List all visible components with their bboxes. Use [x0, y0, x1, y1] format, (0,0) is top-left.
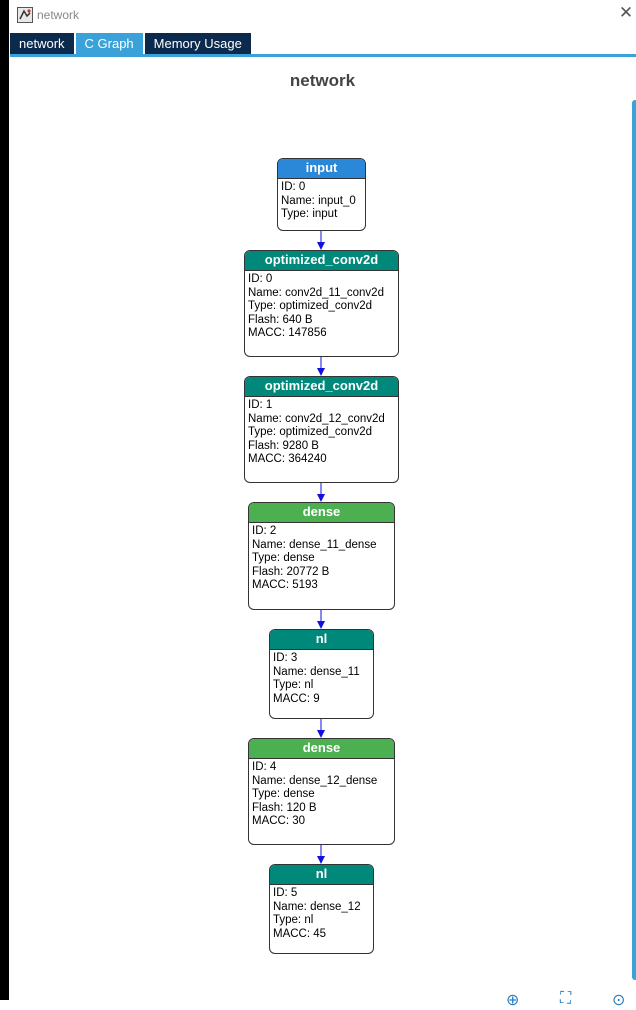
graph-title: network — [289, 71, 356, 90]
graph-node-field: ID: 4 — [252, 761, 277, 773]
graph-node-field: Name: input_0 — [281, 194, 356, 207]
graph-node[interactable] — [269, 864, 374, 954]
graph-node-body — [278, 179, 365, 224]
graph-node-field: ID: 2 — [252, 525, 277, 537]
graph-node-field: MACC: 147856 — [248, 327, 327, 339]
graph-node[interactable] — [248, 502, 395, 610]
graph-node-field: Name: dense_11_dense — [252, 538, 377, 551]
tab-network[interactable]: network — [10, 33, 74, 54]
graph-node[interactable] — [244, 250, 399, 357]
graph-node-field: Flash: 9280 B — [248, 439, 319, 452]
graph-node-field: Type: nl — [273, 679, 314, 691]
tab-memory-usage[interactable]: Memory Usage — [145, 33, 251, 54]
graph-node-field: Type: input — [281, 208, 338, 220]
reset-view-icon[interactable]: ⊙ — [612, 992, 626, 1009]
graph-node-field: Type: optimized_conv2d — [248, 426, 373, 438]
graph-node-field: Name: dense_11 — [273, 665, 360, 678]
graph-node-field: Name: conv2d_12_conv2d — [248, 412, 385, 425]
graph-node-header: optimized_conv2d — [245, 251, 398, 271]
graph-node-body — [249, 759, 394, 831]
graph-node-field: ID: 5 — [273, 887, 298, 899]
graph-node-field: MACC: 5193 — [252, 579, 318, 591]
graph-node-header: optimized_conv2d — [245, 377, 398, 397]
graph-node-body — [270, 650, 373, 708]
graph-node-field: ID: 0 — [248, 273, 273, 285]
graph-node-field: ID: 1 — [248, 399, 273, 411]
graph-node-field: Type: dense — [252, 552, 315, 564]
graph-node-field: ID: 0 — [281, 181, 306, 193]
graph-node-field: Type: nl — [273, 914, 314, 926]
graph-node-field: Flash: 20772 B — [252, 565, 330, 578]
graph-node-header: dense — [249, 503, 394, 523]
graph-node-field: MACC: 45 — [273, 927, 327, 940]
graph-node-field: Flash: 640 B — [248, 313, 313, 326]
graph-node-field: ID: 3 — [273, 652, 298, 664]
close-icon[interactable]: ✕ — [618, 3, 634, 22]
graph-node-field: MACC: 30 — [252, 815, 306, 827]
graph-node-body — [245, 271, 398, 343]
graph-node[interactable] — [277, 158, 366, 231]
graph-node-header: nl — [270, 865, 373, 885]
graph-node-field: MACC: 9 — [273, 692, 320, 705]
graph-node-header: dense — [249, 739, 394, 759]
graph-node-body — [245, 397, 398, 469]
graph-node-field: MACC: 364240 — [248, 453, 327, 465]
window-title: network — [37, 8, 80, 22]
graph-node-field: Type: optimized_conv2d — [248, 300, 373, 312]
graph-node-header: input — [278, 159, 365, 179]
graph-node-field: Flash: 120 B — [252, 801, 317, 814]
graph-node-field: Name: dense_12 — [273, 900, 361, 913]
graph-node-field: Name: dense_12_dense — [252, 774, 378, 787]
fit-screen-icon[interactable]: ⛶ — [560, 990, 572, 1007]
zoom-icon[interactable]: ⊕ — [506, 992, 520, 1009]
graph-node[interactable] — [269, 629, 374, 719]
graph-node-body — [270, 885, 373, 943]
graph-node-header: nl — [270, 630, 373, 650]
graph-node[interactable] — [244, 376, 399, 483]
tab-c-graph[interactable]: C Graph — [76, 33, 143, 54]
graph-node-field: Type: dense — [252, 788, 315, 800]
graph-node[interactable] — [248, 738, 395, 845]
graph-node-body — [249, 523, 394, 595]
graph-node-field: Name: conv2d_11_conv2d — [248, 286, 384, 299]
